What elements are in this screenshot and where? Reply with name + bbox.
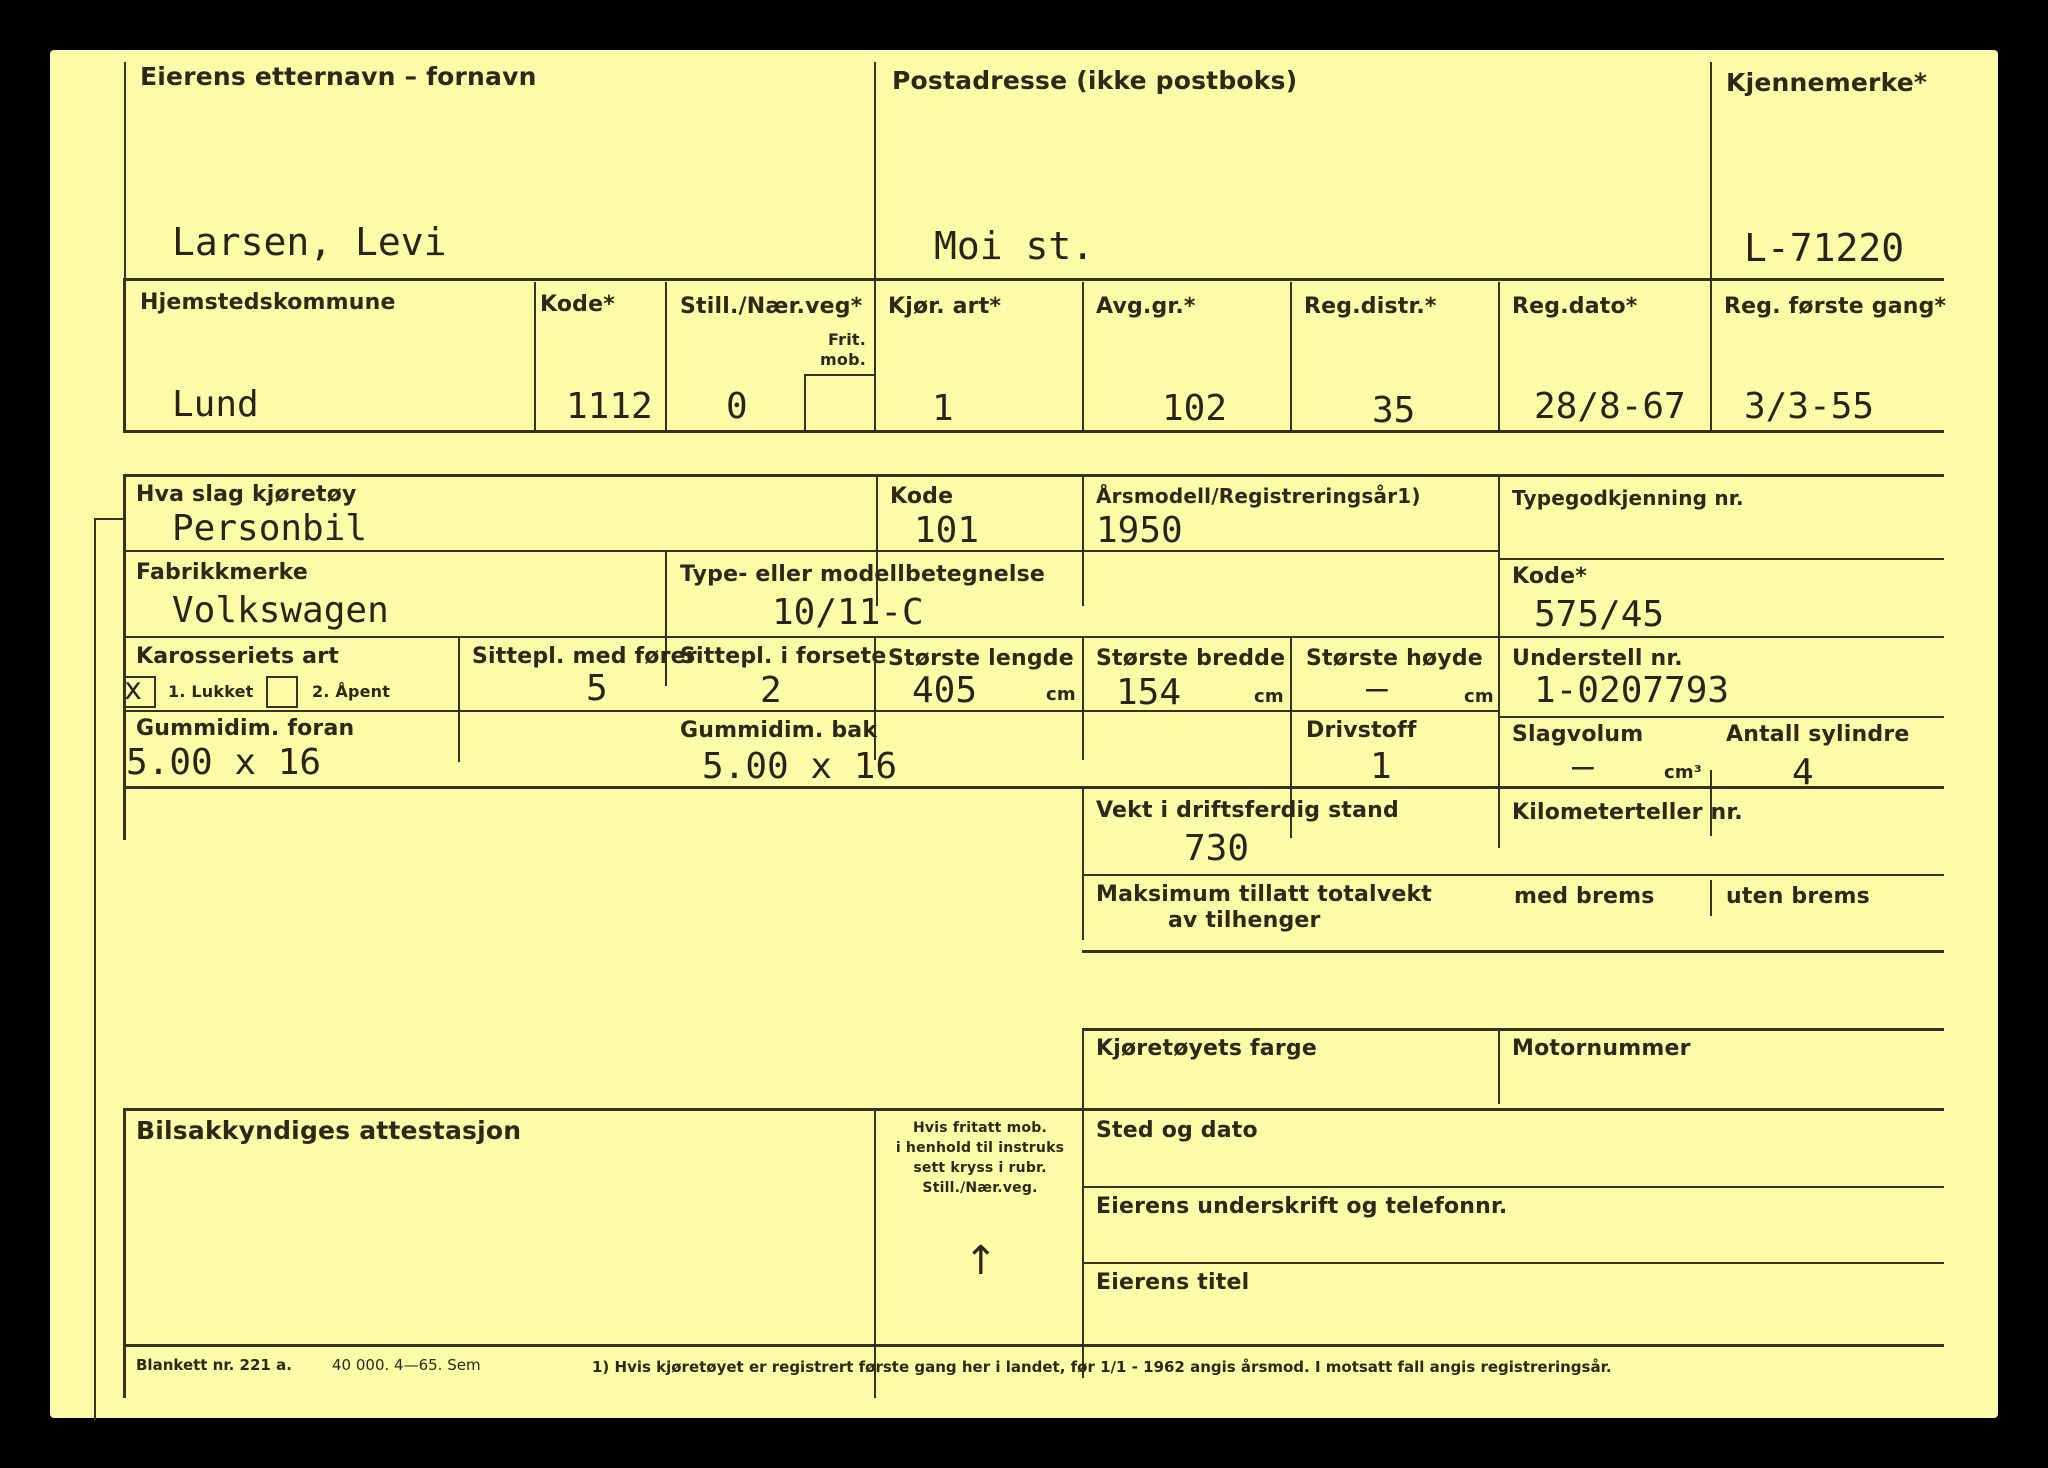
rule xyxy=(124,62,126,302)
rule xyxy=(1498,282,1500,432)
address-value: Moi st. xyxy=(934,224,1095,268)
rule xyxy=(124,430,1944,433)
fee-group-label: Avg.gr.* xyxy=(1096,294,1196,319)
rule xyxy=(1082,282,1084,432)
with-brakes-label: med brems xyxy=(1514,884,1655,909)
note-line: sett kryss i rubr. xyxy=(913,1160,1047,1176)
length-label: Største lengde xyxy=(888,646,1074,671)
odometer-label: Kilometerteller nr. xyxy=(1512,800,1743,825)
rule xyxy=(1498,1030,1500,1104)
make-label: Fabrikkmerke xyxy=(136,560,309,585)
reg-district-value: 35 xyxy=(1372,390,1416,431)
note-line: i henhold til instruks xyxy=(895,1140,1065,1156)
rule xyxy=(1710,62,1712,292)
still-value: 0 xyxy=(726,386,748,427)
width-value: 154 xyxy=(1116,672,1182,713)
kind-code-label: Kode xyxy=(890,484,954,509)
height-unit: cm xyxy=(1464,686,1494,707)
type-designation-label: Type- eller modellbetegnelse xyxy=(680,562,1046,587)
length-unit: cm xyxy=(1046,684,1076,705)
seats-total-label: Sittepl. med fører xyxy=(472,644,697,669)
municipality-value: Lund xyxy=(172,384,259,425)
displacement-unit: cm³ xyxy=(1664,762,1702,783)
rule xyxy=(458,638,460,762)
frit-label: Frit. xyxy=(828,330,867,349)
rule xyxy=(1082,1030,1084,1378)
max-trailer-label-2: av tilhenger xyxy=(1168,908,1321,933)
body-open-checkbox[interactable] xyxy=(266,676,298,708)
make-value: Volkswagen xyxy=(172,590,389,631)
weight-value: 730 xyxy=(1184,828,1250,869)
address-label: Postadresse (ikke postboks) xyxy=(892,66,1298,95)
rule xyxy=(124,474,1944,477)
closed-label: 1. Lukket xyxy=(168,682,254,701)
length-value: 405 xyxy=(912,670,978,711)
width-unit: cm xyxy=(1254,686,1284,707)
fee-group-value: 102 xyxy=(1162,388,1228,429)
owner-name-value: Larsen, Levi xyxy=(172,220,447,264)
cylinders-label: Antall sylindre xyxy=(1726,722,1910,747)
municipality-code-value: 1112 xyxy=(566,386,653,427)
frit-mob-checkbox[interactable] xyxy=(804,374,876,432)
colour-label: Kjøretøyets farge xyxy=(1096,1036,1317,1061)
municipality-code-label: Kode* xyxy=(540,292,615,317)
height-value: – xyxy=(1366,668,1388,709)
rule xyxy=(1082,788,1084,940)
frit-mob-note xyxy=(890,1118,1070,1198)
municipality-label: Hjemstedskommune xyxy=(140,290,396,315)
chassis-label: Understell nr. xyxy=(1512,646,1683,671)
owner-name-label: Eierens etternavn – fornavn xyxy=(140,62,537,91)
seats-total-value: 5 xyxy=(586,668,608,709)
footnote: 1) Hvis kjøretøyet er registrert første gang her i landet, før 1/1 - 1962 angis årsmod. I motsatt fall angis registreringsår. xyxy=(592,1358,1612,1376)
rule xyxy=(1290,282,1292,432)
displacement-label: Slagvolum xyxy=(1512,722,1644,747)
rule xyxy=(124,1108,1944,1111)
rule xyxy=(665,282,667,432)
rule xyxy=(124,1344,1944,1347)
first-reg-value: 3/3-55 xyxy=(1744,386,1875,427)
signature-label: Eierens underskrift og telefonnr. xyxy=(1096,1194,1508,1219)
mob-label: mob. xyxy=(820,350,866,369)
rule xyxy=(1082,950,1944,953)
type-approval-label: Typegodkjenning nr. xyxy=(1512,486,1744,510)
seats-front-label: Sittepl. i forsete xyxy=(680,644,887,669)
up-arrow-icon: ↑ xyxy=(964,1238,998,1284)
type-code-label: Kode* xyxy=(1512,564,1587,589)
tyre-rear-value: 5.00 x 16 xyxy=(702,746,898,787)
reg-date-label: Reg.dato* xyxy=(1512,294,1638,319)
reg-district-label: Reg.distr.* xyxy=(1304,294,1437,319)
plate-value: L-71220 xyxy=(1744,226,1905,270)
rule xyxy=(1082,1028,1944,1031)
engine-no-label: Motornummer xyxy=(1512,1036,1691,1061)
reg-date-value: 28/8-67 xyxy=(1534,386,1686,427)
model-year-value: 1950 xyxy=(1096,510,1183,551)
rule xyxy=(1082,874,1944,876)
rule xyxy=(1498,476,1500,848)
place-date-label: Sted og dato xyxy=(1096,1118,1258,1143)
rule xyxy=(124,278,1944,281)
form-number: Blankett nr. 221 a. xyxy=(136,1356,292,1374)
rule xyxy=(124,786,1944,789)
weight-label: Vekt i driftsferdig stand xyxy=(1096,798,1399,823)
rule xyxy=(1082,476,1084,606)
cylinders-value: 4 xyxy=(1792,752,1814,793)
driving-type-value: 1 xyxy=(932,388,954,429)
vehicle-kind-value: Personbil xyxy=(172,508,368,549)
body-type-label: Karosseriets art xyxy=(136,644,339,669)
rule xyxy=(1082,1262,1944,1264)
rule xyxy=(94,520,96,1420)
still-label: Still./Nær.veg* xyxy=(680,294,863,319)
rule xyxy=(124,636,1944,638)
max-trailer-label-1: Maksimum tillatt totalvekt xyxy=(1096,882,1432,907)
fuel-label: Drivstoff xyxy=(1306,718,1417,743)
rule xyxy=(1498,716,1944,718)
type-code-value: 575/45 xyxy=(1534,594,1665,635)
rule xyxy=(1498,558,1944,560)
rule xyxy=(1082,638,1084,760)
open-label: 2. Åpent xyxy=(312,682,391,701)
rule xyxy=(874,1110,876,1398)
height-label: Største høyde xyxy=(1306,646,1483,671)
fuel-value: 1 xyxy=(1370,746,1392,787)
note-line: Still./Nær.veg. xyxy=(922,1180,1038,1196)
tyre-rear-label: Gummidim. bak xyxy=(680,718,878,743)
rule xyxy=(1710,880,1712,916)
rule xyxy=(124,550,1498,552)
print-run: 40 000. 4—65. Sem xyxy=(332,1356,481,1374)
body-closed-check-mark: x xyxy=(124,672,143,707)
model-year-label: Årsmodell/Registreringsår1) xyxy=(1096,484,1421,508)
displacement-value: – xyxy=(1572,746,1594,787)
without-brakes-label: uten brems xyxy=(1726,884,1870,909)
attestation-label: Bilsakkyndiges attestasjon xyxy=(136,1116,522,1145)
width-label: Største bredde xyxy=(1096,646,1286,671)
first-reg-label: Reg. første gang* xyxy=(1724,294,1947,319)
vehicle-kind-label: Hva slag kjøretøy xyxy=(136,482,357,507)
kind-code-value: 101 xyxy=(914,510,980,551)
title-label: Eierens titel xyxy=(1096,1270,1250,1295)
rule xyxy=(94,518,124,520)
plate-label: Kjennemerke* xyxy=(1726,68,1928,97)
rule xyxy=(123,278,126,433)
tyre-front-label: Gummidim. foran xyxy=(136,716,355,741)
type-designation-value: 10/11-C xyxy=(772,592,924,633)
note-line: Hvis fritatt mob. xyxy=(913,1120,1047,1136)
rule xyxy=(1710,282,1712,432)
rule xyxy=(874,62,876,292)
registration-card xyxy=(50,50,1998,1418)
rule xyxy=(123,1108,126,1398)
driving-type-label: Kjør. art* xyxy=(888,294,1002,319)
chassis-value: 1-0207793 xyxy=(1534,670,1730,711)
tyre-front-value: 5.00 x 16 xyxy=(126,742,322,783)
seats-front-value: 2 xyxy=(760,670,782,711)
rule xyxy=(124,710,1498,712)
rule xyxy=(534,282,536,432)
rule xyxy=(1082,1186,1944,1188)
